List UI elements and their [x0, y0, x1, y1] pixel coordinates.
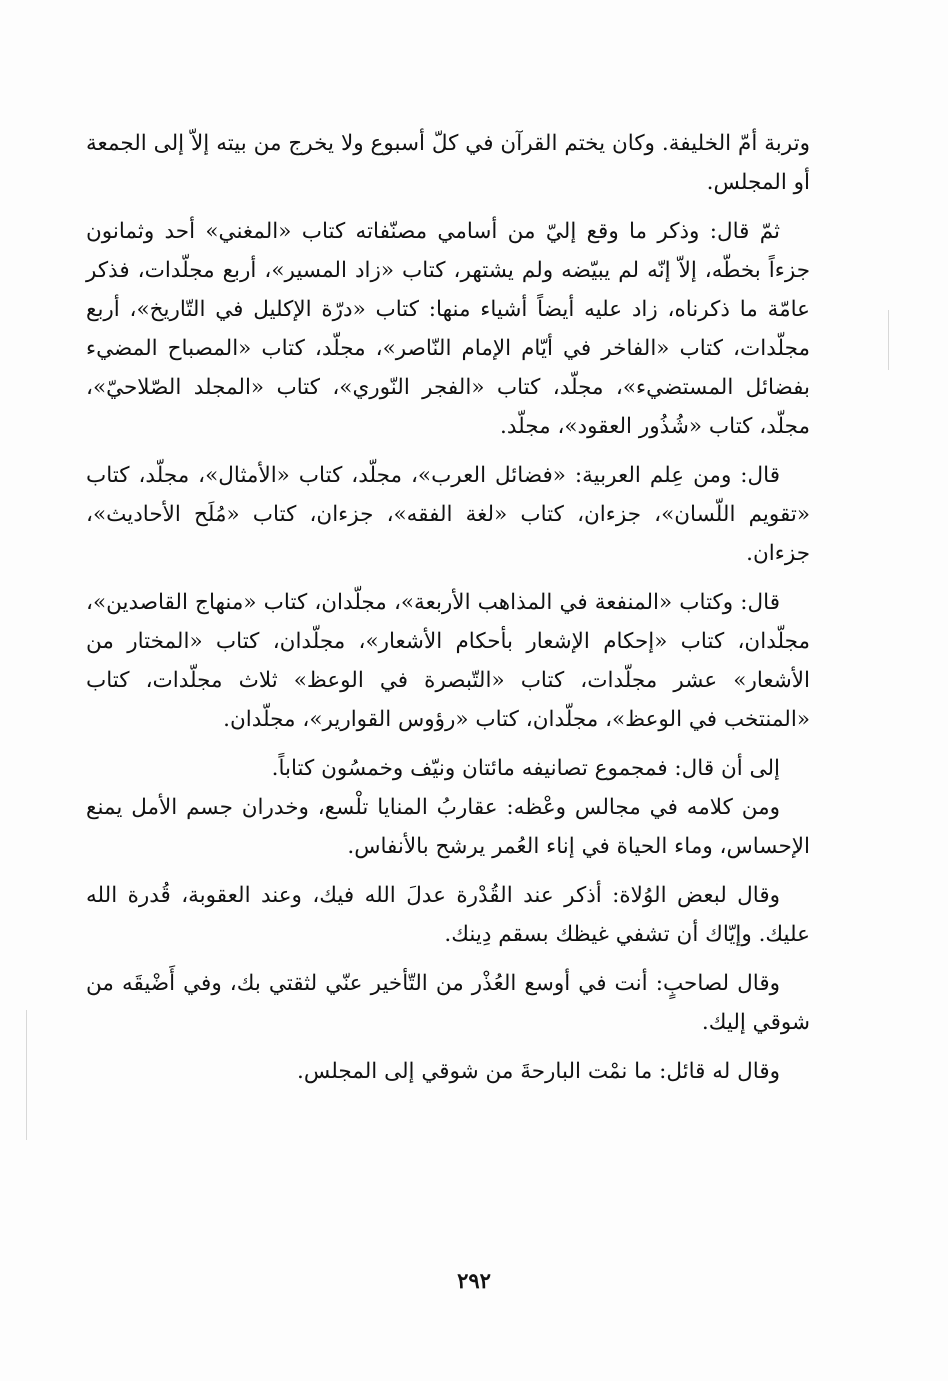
paragraph: قال: ومن عِلم العربية: «فضائل العرب»، مجلّد، كتاب «الأمثال»، مجلّد، كتاب «تقويم اللّسان»، جزءان، كتاب «لغة الفقه»، جزءان، كتاب «مُلَح الأحاديث»، جزءان. — [86, 463, 810, 566]
body-text — [86, 124, 810, 1101]
paragraph: وقال له قائل: ما نمْت البارحةَ من شوقي إلى المجلس. — [297, 1059, 780, 1084]
scan-edge-mark — [888, 310, 889, 370]
paragraph: ومن كلامه في مجالس وعْظه: عقاربُ المنايا تلْسع، وخدران جسم الأمل يمنع الإحساس، وماء الحياة في إناء العُمر يرشح بالأنفاس. — [86, 795, 810, 859]
paragraph: وقال لبعض الوُلاة: أذكر عند القُدْرة عدلَ الله فيك، وعند العقوبة، قُدرة الله عليك. وإيّاك أن تشفي غيظك بسقم دِينك. — [86, 883, 810, 947]
scan-edge-mark — [26, 1010, 27, 1140]
paragraph: إلى أن قال: فمجموع تصانيفه مائتان ونيّف وخمسُون كتاباً. — [271, 756, 780, 781]
paragraph: وتربة أمّ الخليفة. وكان يختم القرآن في كلّ أسبوع ولا يخرج من بيته إلاّ إلى الجمعة أو المجلس. — [86, 131, 810, 195]
paragraph: ثمّ قال: وذكر ما وقع إليّ من أسامي مصنّفاته كتاب «المغني» أحد وثمانون جزءاً بخطّه، إلاّ إنّه لم يبيّضه ولم يشتهر، كتاب «زاد المسير»، أربع مجلّدات، فذكر عامّة ما ذكرناه، زاد عليه أيضاً أشياء منها: كتاب «درّة الإكليل في التّاريخ»، أربع مجلّدات، كتاب «الفاخر في أيّام الإمام النّاصر»، مجلّد، كتاب «المصباح المضيء بفضائل المستضيء»، مجلّد، كتاب «الفجر النّوري»، كتاب «المجلد الصّلاحيّ»، مجلّد، كتاب «شُذُور العقود»، مجلّد. — [86, 219, 810, 439]
page-number: ٢٩٢ — [457, 1268, 491, 1293]
paragraph: وقال لصاحبٍ: أنت في أوسع العُذْر من التّأخير عنّي لثقتي بك، وفي أَضْيقَه من شوقي إليك. — [86, 971, 810, 1035]
paragraph: قال: وكتاب «المنفعة في المذاهب الأربعة»، مجلّدان، كتاب «منهاج القاصدين»، مجلّدان، كتاب «إحكام الإشعار بأحكام الأشعار»، مجلّدان، كتاب «المختار من الأشعار» عشر مجلّدات، كتاب «التّبصرة في الوعظ» ثلاث مجلّدات، كتاب «المنتخب في الوعظ»، مجلّدان، كتاب «رؤوس القوارير»، مجلّدان. — [86, 590, 810, 732]
